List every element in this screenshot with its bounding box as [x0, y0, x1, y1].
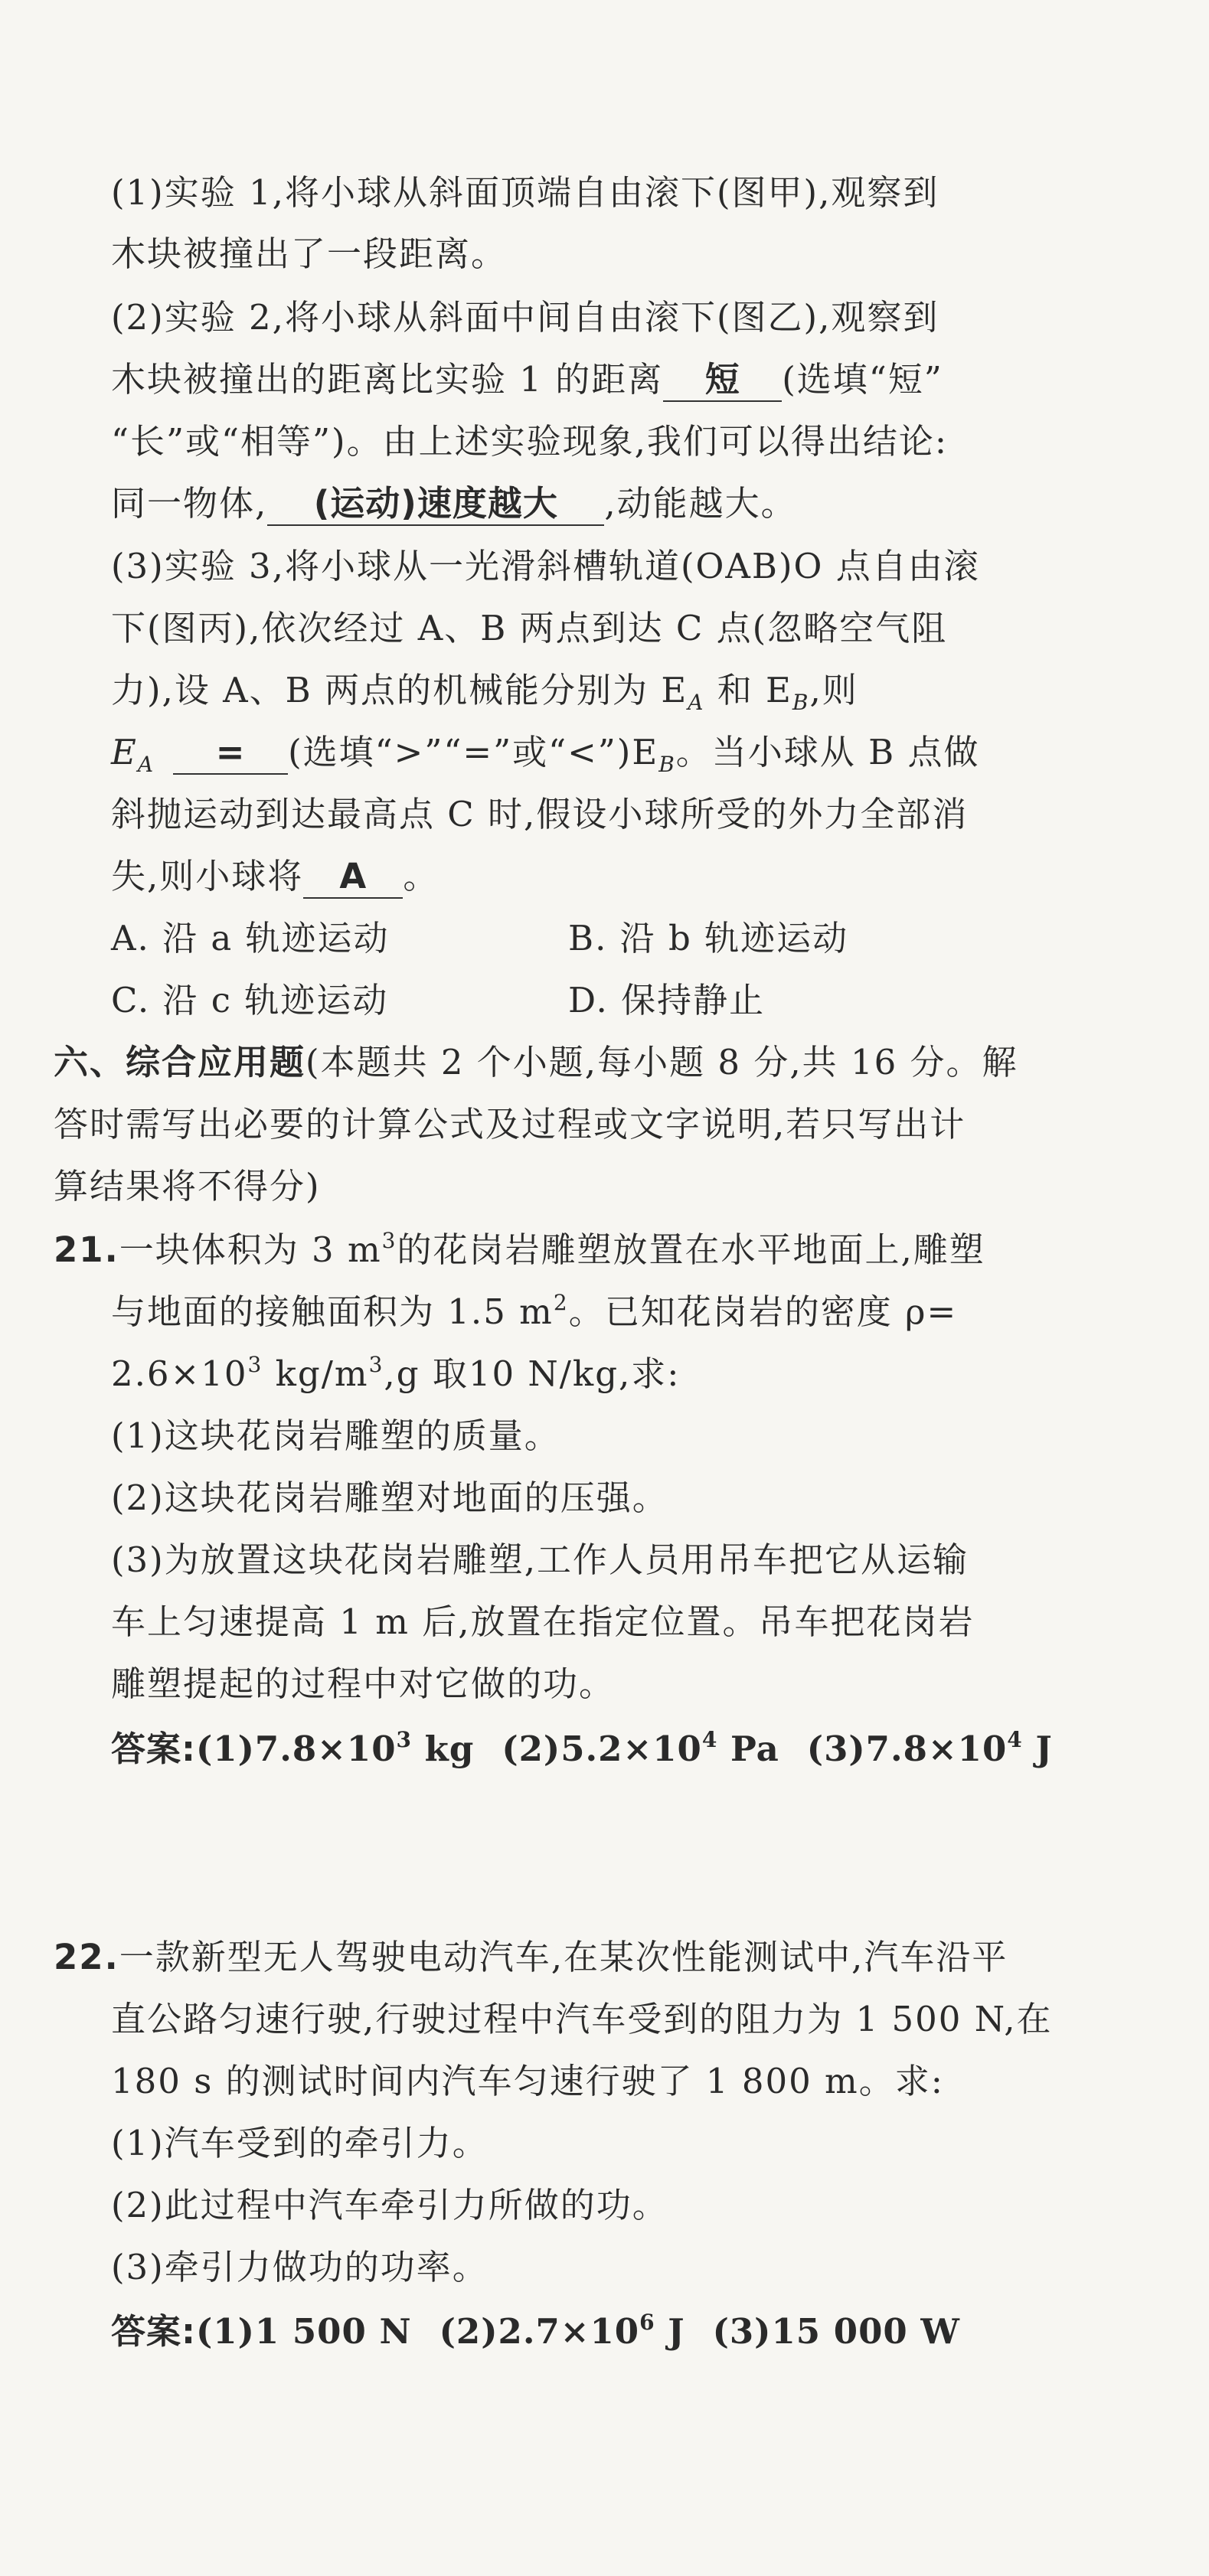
q21-line1: 21.一块体积为 3 $m^3$的花岗岩雕塑放置在水平地面上,雕塑 — [54, 1228, 985, 1270]
q20-part3-line3: 力),设 A、B 两点的机械能分别为 $E_A$ 和 $E_B$,则 — [111, 670, 858, 715]
q22-answer: 答案:(1)1 500 N $(2)2.7\times 10^6$ J (3)15 000 W — [111, 2310, 960, 2352]
section6-desc-line2: 答时需写出必要的计算公式及过程或文字说明,若只写出计 — [54, 1104, 966, 1144]
answer-label: 答案: — [111, 1729, 196, 1769]
q20-part2-line3: “长”或“相等”)。由上述实验现象,我们可以得出结论: — [111, 421, 949, 462]
q22-sub2: (2)此过程中汽车牵引力所做的功。 — [111, 2185, 668, 2225]
q20-part3-line1: (3)实验 3,将小球从一光滑斜槽轨道(OAB)O 点自由滚 — [111, 546, 980, 586]
answer-blank-choice: A — [303, 856, 403, 899]
q20-part3-line4: $E_A$ = (选填“>”“=”或“$<”)E_B$。当小球从 B 点做 — [111, 732, 980, 777]
q20-part1-line1: (1)实验 1,将小球从斜面顶端自由滚下(图甲),观察到 — [111, 172, 939, 213]
answer-blank-speed: (运动)速度越大 — [267, 483, 604, 526]
q22-sub1: (1)汽车受到的牵引力。 — [111, 2123, 489, 2163]
question-number: 22. — [54, 1937, 119, 1977]
option-c: C. 沿 c 轨迹运动 — [111, 980, 389, 1020]
q20-part2-line1: (2)实验 2,将小球从斜面中间自由滚下(图乙),观察到 — [111, 297, 939, 338]
q20-part3-line2: 下(图丙),依次经过 A、B 两点到达 C 点(忽略空气阻 — [111, 608, 948, 648]
option-d: D. 保持静止 — [568, 980, 766, 1020]
q21-line3: $2.6\times 10^3$ $kg/m^3,g$ 取10 N/kg,求: — [111, 1352, 681, 1394]
answer-blank-short: 短 — [663, 359, 782, 402]
q22-sub3: (3)牵引力做功的功率。 — [111, 2247, 489, 2287]
section-title: 六、综合应用题 — [54, 1042, 306, 1082]
section6-heading: 六、综合应用题(本题共 2 个小题,每小题 8 分,共 16 分。解 — [54, 1042, 1018, 1082]
q21-sub1: (1)这块花岗岩雕塑的质量。 — [111, 1415, 560, 1456]
q20-part2-line2: 木块被撞出的距离比实验 1 的距离 短 (选填“短” — [111, 357, 943, 403]
question-number: 21. — [54, 1229, 119, 1270]
option-b: B. 沿 b 轨迹运动 — [568, 918, 849, 958]
q20-part1-line2: 木块被撞出了一段距离。 — [111, 233, 508, 274]
q21-sub3-line2: 车上匀速提高 1 m 后,放置在指定位置。吊车把花岗岩 — [111, 1601, 975, 1642]
q21-line2: 与地面的接触面积为 1.5 $m^2$。已知花岗岩的密度 ρ= — [111, 1290, 958, 1332]
q21-sub3-line1: (3)为放置这块花岗岩雕塑,工作人员用吊车把它从运输 — [111, 1539, 969, 1580]
q21-sub2: (2)这块花岗岩雕塑对地面的压强。 — [111, 1477, 668, 1518]
answer-label: 答案: — [111, 2311, 196, 2352]
section6-desc-line3: 算结果将不得分) — [54, 1166, 321, 1206]
q21-sub3-line3: 雕塑提起的过程中对它做的功。 — [111, 1663, 616, 1704]
q21-answer: 答案$:(1)7.8\times 10^3$ kg $(2)5.2\times 10^4$ Pa $(3)7.8\times 10^4$ J — [111, 1727, 1053, 1769]
q22-line1: 22.一款新型无人驾驶电动汽车,在某次性能测试中,汽车沿平 — [54, 1937, 1008, 1977]
q22-line3: 180 s 的测试时间内汽车匀速行驶了 1 800 m。求: — [111, 2061, 944, 2101]
q20-part3-line5: 斜抛运动到达最高点 C 时,假设小球所受的外力全部消 — [111, 794, 969, 834]
q20-part2-line4: 同一物体, (运动)速度越大 ,动能越大。 — [111, 481, 797, 527]
answer-blank-equal: = — [173, 732, 288, 775]
q20-part3-line6: 失,则小球将 A 。 — [111, 854, 439, 899]
option-a: A. 沿 a 轨迹运动 — [111, 918, 390, 958]
q22-line2: 直公路匀速行驶,行驶过程中汽车受到的阻力为 1 500 N,在 — [111, 1999, 1053, 2039]
